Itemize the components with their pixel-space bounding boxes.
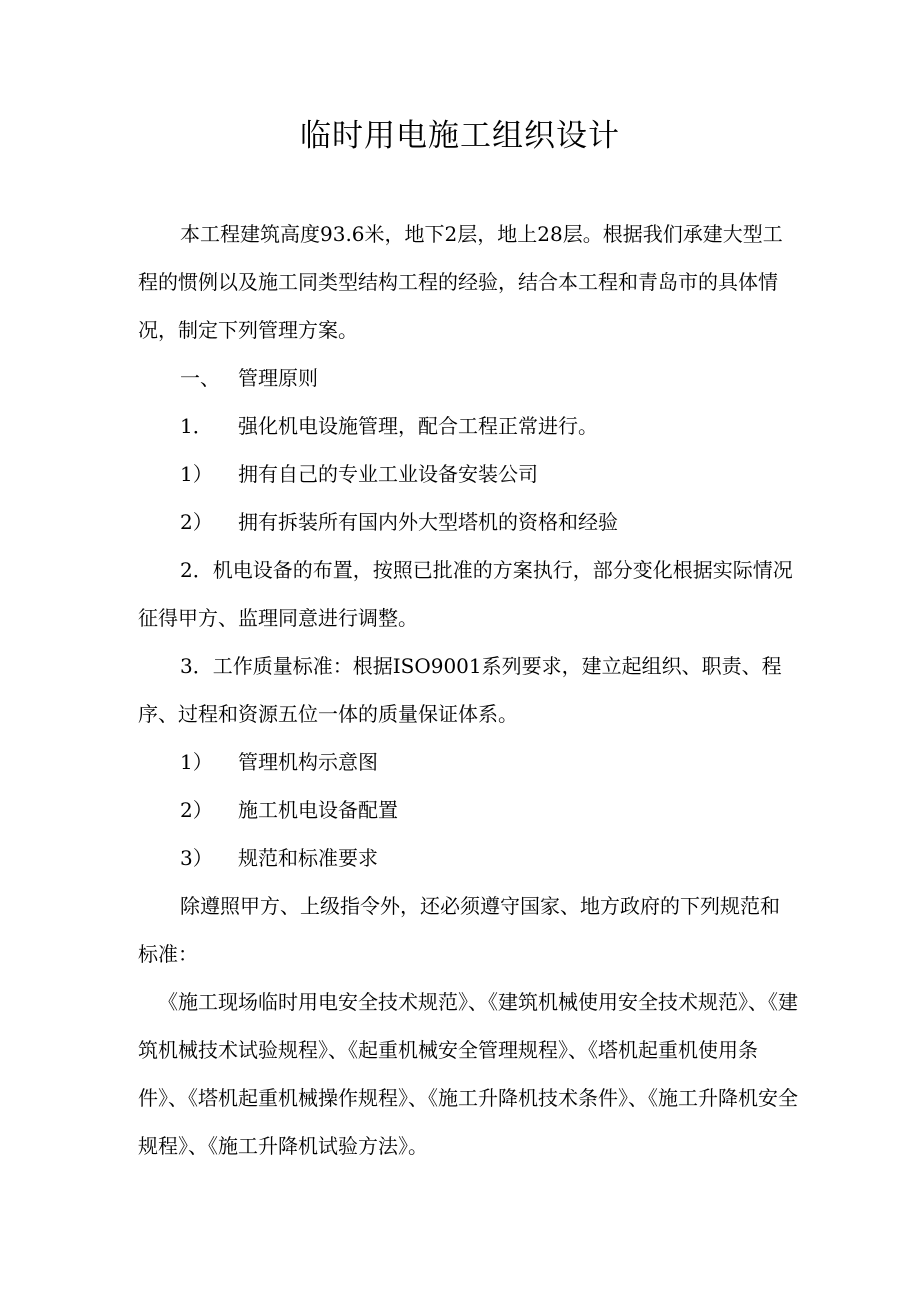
sub-item-text: 管理机构示意图 [238, 750, 378, 774]
list-item-number: 1． [180, 414, 213, 438]
sub-item-text: 施工机电设备配置 [238, 798, 398, 822]
sub-item-text: 拥有自己的专业工业设备安装公司 [238, 462, 538, 486]
section-heading [180, 354, 318, 402]
list-item-text: 强化机电设施管理，配合工程正常进行。 [238, 414, 598, 438]
list-item-2: 2．机电设备的布置，按照已批准的方案执行，部分变化根据实际情况征得甲方、监理同意进行调整。 [138, 558, 793, 630]
sub-item-text: 拥有拆装所有国内外大型塔机的资格和经验 [238, 510, 618, 534]
standards-intro-paragraph: 除遵照甲方、上级指令外，还必须遵守国家、地方政府的下列规范和标准： [138, 894, 780, 966]
sub-item-number: 1） [180, 462, 213, 486]
sub-item-number: 2） [180, 798, 213, 822]
list-item-3: 3．工作质量标准：根据ISO9001系列要求，建立起组织、职责、程序、过程和资源五位一体的质量保证体系。 [138, 654, 782, 726]
sub-item-1-1 [180, 450, 538, 498]
sub-item-text: 规范和标准要求 [238, 846, 378, 870]
document-title: 临时用电施工组织设计 [300, 118, 620, 154]
sub-item-3-1 [180, 738, 378, 786]
sub-item-number: 3） [180, 846, 213, 870]
list-item-1 [180, 402, 598, 450]
standards-list-paragraph: 《施工现场临时用电安全技术规范》、《建筑机械使用安全技术规范》、《建筑机械技术试验规程》、《起重机械安全管理规程》、《塔机起重机使用条件》、《塔机起重机械操作规程》、《施工升降机技术条件》、《施工升降机安全规程》、《施工升降机试验方法》。 [138, 990, 798, 1158]
section-number: 一、 [180, 366, 220, 390]
sub-item-3-2 [180, 786, 398, 834]
sub-item-number: 1） [180, 750, 213, 774]
sub-item-3-3 [180, 834, 378, 882]
sub-item-1-2 [180, 498, 618, 546]
sub-item-number: 2） [180, 510, 213, 534]
section-heading-text: 管理原则 [238, 366, 318, 390]
intro-paragraph: 本工程建筑高度93.6米，地下2层，地上28层。根据我们承建大型工程的惯例以及施工同类型结构工程的经验，结合本工程和青岛市的具体情况，制定下列管理方案。 [138, 222, 783, 342]
